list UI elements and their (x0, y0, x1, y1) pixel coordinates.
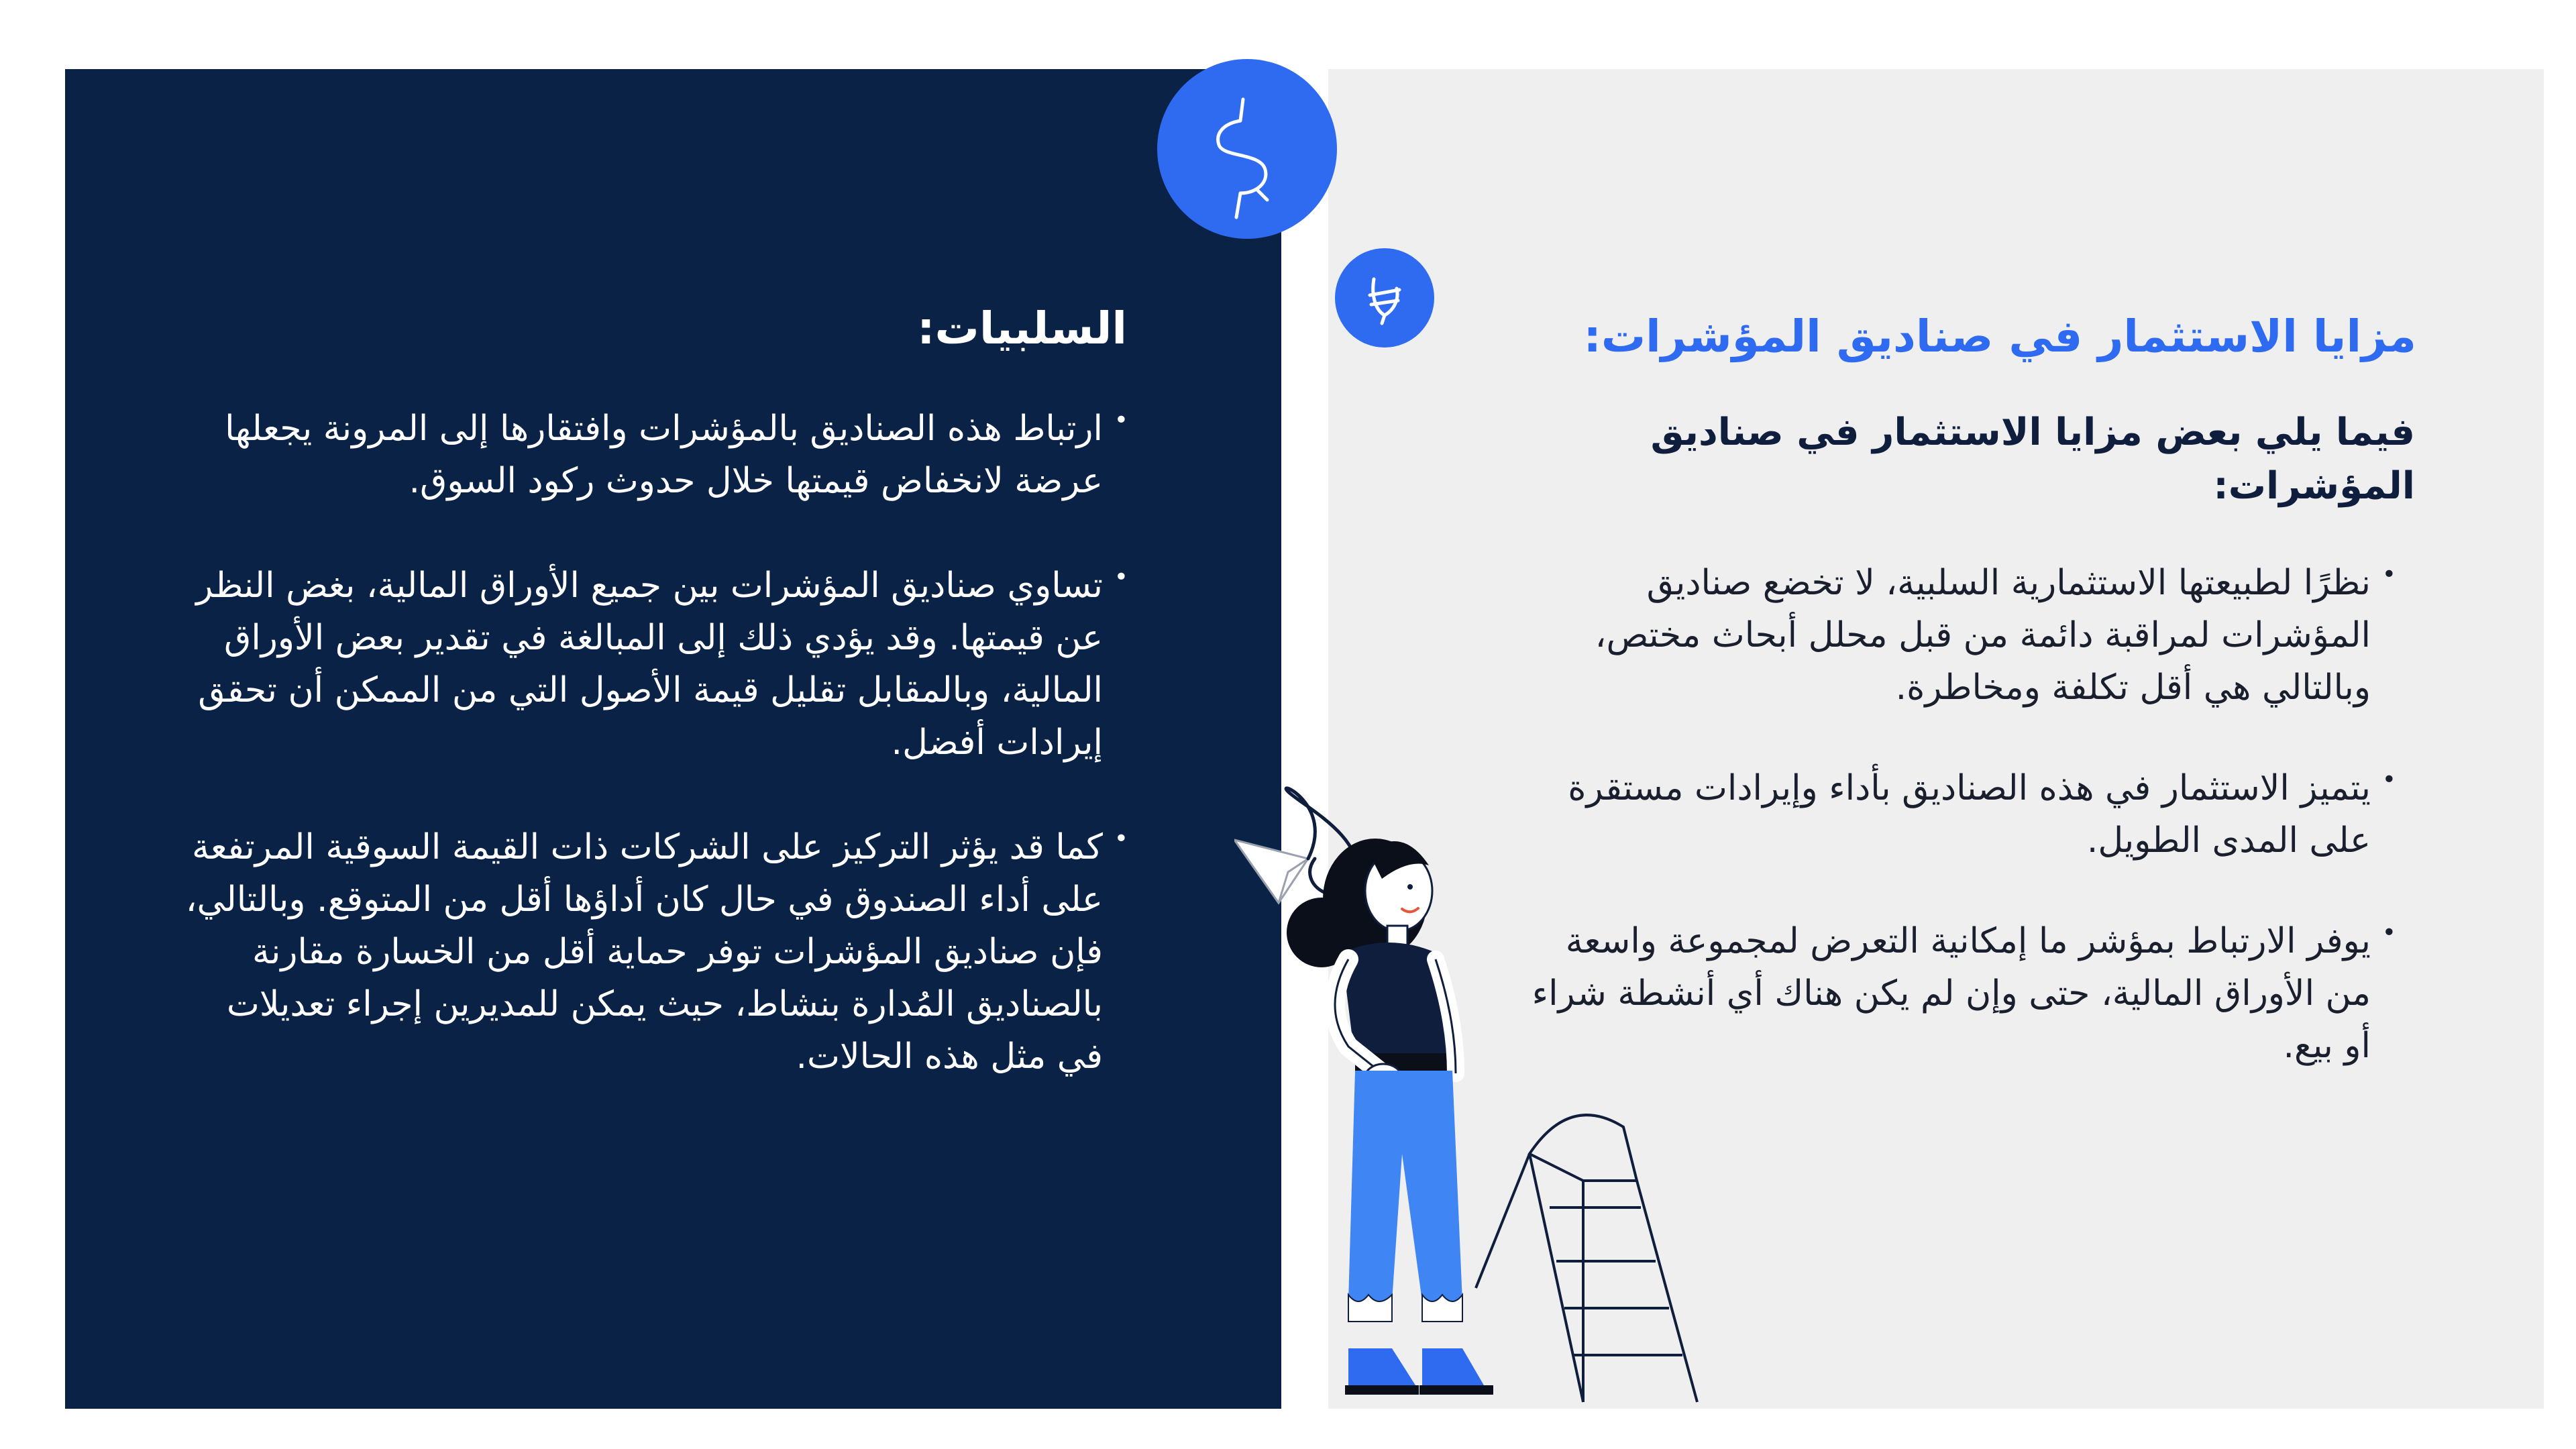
pros-intro-container (1623, 406, 2415, 513)
cons-item: • تساوي صناديق المؤشرات بين جميع الأوراق المالية، بغض النظر عن قيمتها. وقد يؤدي ذلك إلى المبالغة في تقدير بعض الأوراق المالية، وبالمقابل تقليل قيمة الأصول التي من الممكن أن تحقق إيرادات أفضل. (173, 559, 1126, 769)
cons-item: • ارتباط هذه الصناديق بالمؤشرات وافتقارها إلى المرونة يجعلها عرضة لانخفاض قيمتها خلال حدوث ركود السوق. (173, 402, 1126, 507)
pros-intro: فيما يلي بعض مزايا الاستثمار في صناديق المؤشرات: (1650, 411, 2415, 508)
cons-section (121, 302, 1127, 355)
cons-item: • كما قد يؤثر التركيز على الشركات ذات القيمة السوقية المرتفعة على أداء الصندوق في حال كان أداؤها أقل من المتوقع. وبالتالي، فإن صناديق المؤشرات توفر حماية أقل من الخسارة مقارنة بالصناديق المُدارة بنشاط، حيث يمكن للمديرين إجراء تعديلات في مثل هذه الحالات. (173, 821, 1126, 1083)
pros-item: • يوفر الارتباط بمؤشر ما إمكانية التعرض لمجموعة واسعة من الأوراق المالية، حتى وإن لم يكن هناك أي أنشطة شراء أو بيع. (1521, 915, 2394, 1072)
woman-with-ladder-illustration (1234, 778, 1731, 1409)
pros-item: • يتميز الاستثمار في هذه الصناديق بأداء وإيرادات مستقرة على المدى الطويل. (1521, 762, 2394, 867)
riyal-icon (1335, 248, 1434, 347)
pros-heading: مزايا الاستثمار في صناديق المؤشرات: (1583, 311, 2416, 362)
cons-heading: السلبيات: (917, 303, 1127, 354)
dollar-icon (1157, 59, 1337, 239)
paper-plane-icon (1234, 840, 1308, 903)
pros-section (1544, 310, 2416, 363)
pros-item: • نظرًا لطبيعتها الاستثمارية السلبية، لا تخضع صناديق المؤشرات لمراقبة دائمة من قبل محلل أبحاث مختص، وبالتالي هي أقل تكلفة ومخاطرة. (1521, 557, 2394, 714)
cons-list (173, 402, 1126, 1083)
cons-list-container (173, 402, 1126, 1135)
